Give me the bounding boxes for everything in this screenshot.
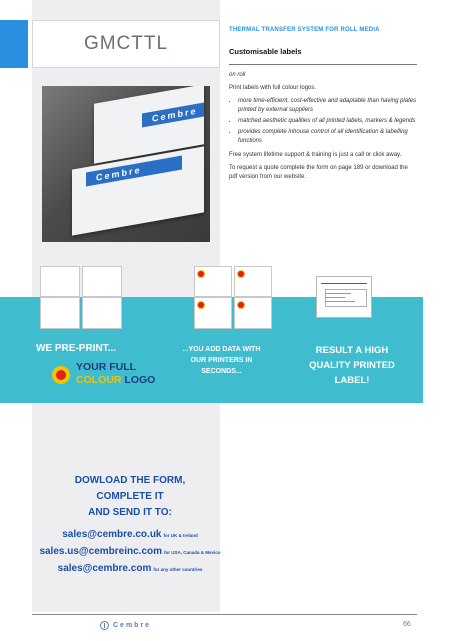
logo-label-cell [234,266,272,297]
logo-word-logo: LOGO [124,374,156,386]
page-number: 66 [403,621,411,628]
logo-word-colour: COLOUR [76,374,122,386]
cta-line-3: AND SEND IT TO: [88,507,172,518]
blank-label-cell [82,297,122,329]
contact-row [10,529,250,540]
section-tab [0,20,28,68]
logo-label-cell [194,297,232,329]
printed-label-illustration [316,276,372,318]
category-heading: THERMAL TRANSFER SYSTEM FOR ROLL MEDIA [229,27,380,33]
logo-wordmark [76,361,155,387]
contact-region: for UK & Ireland [163,533,198,538]
footer-brand: Cembre [113,622,152,629]
full-colour-logo [52,360,172,390]
logo-label-cell [234,297,272,329]
contact-row [10,546,250,557]
photo-label-2: Cembre [86,156,182,187]
logo-line-1: YOUR FULL [76,361,137,373]
product-code: GMCTTL [83,33,169,54]
heading-divider [229,64,417,65]
support-text: Free system lifetime support & training is just a call or click away. [229,152,402,158]
cembre-logo-icon [100,621,109,630]
intro-text: Print labels with full colour logos. [229,85,317,91]
contact-email[interactable]: sales@cembre.com [57,563,152,574]
step-2-text: ...YOU ADD DATA WITH OUR PRINTERS IN SECONDS... [182,346,261,375]
feature-item: • more time-efficient, cost-effective and adaptable than having plates printed by external suppliers [238,97,417,115]
logo-dot-icon [238,271,244,277]
feature-item: • matched aesthetic qualities of all printed labels, markers & legends [238,117,417,126]
footer-logo [100,621,151,630]
blank-label-cell [82,266,122,297]
contact-region: for USA, Canada & Mexico [164,550,221,555]
section-subtitle: Customisable labels [229,47,302,56]
cta-line-2: COMPLETE IT [96,491,164,502]
logo-label-cell [194,266,232,297]
feature-item: • provides complete inhouse control of all identification & labelling functions [238,128,417,146]
step-1-title: WE PRE-PRINT... [36,343,117,354]
contact-region: for any other countries [153,567,203,572]
cta-line-1: DOWLOAD THE FORM, [74,475,186,486]
logo-mark-icon [52,366,70,384]
logo-dot-icon [198,271,204,277]
product-code-box [32,20,220,68]
contact-row [10,563,250,574]
contact-email[interactable]: sales.us@cembreinc.com [39,546,163,557]
quote-text: To request a quote complete the form on page 189 or download the pdf version from our website. [229,165,408,180]
product-photo [42,86,210,242]
description-block [229,71,417,186]
photo-label-1: Cembre [142,103,204,128]
blank-label-cell [40,266,80,297]
step-3-text: RESULT A HIGH QUALITY PRINTED LABEL! [309,345,395,386]
contact-email[interactable]: sales@cembre.co.uk [62,529,162,540]
logo-dot-icon [238,302,244,308]
media-note: on roll [229,72,246,78]
call-to-action [10,473,250,521]
blank-label-cell [40,297,80,329]
logo-dot-icon [198,302,204,308]
footer-divider [32,614,417,615]
feature-list [229,97,417,146]
